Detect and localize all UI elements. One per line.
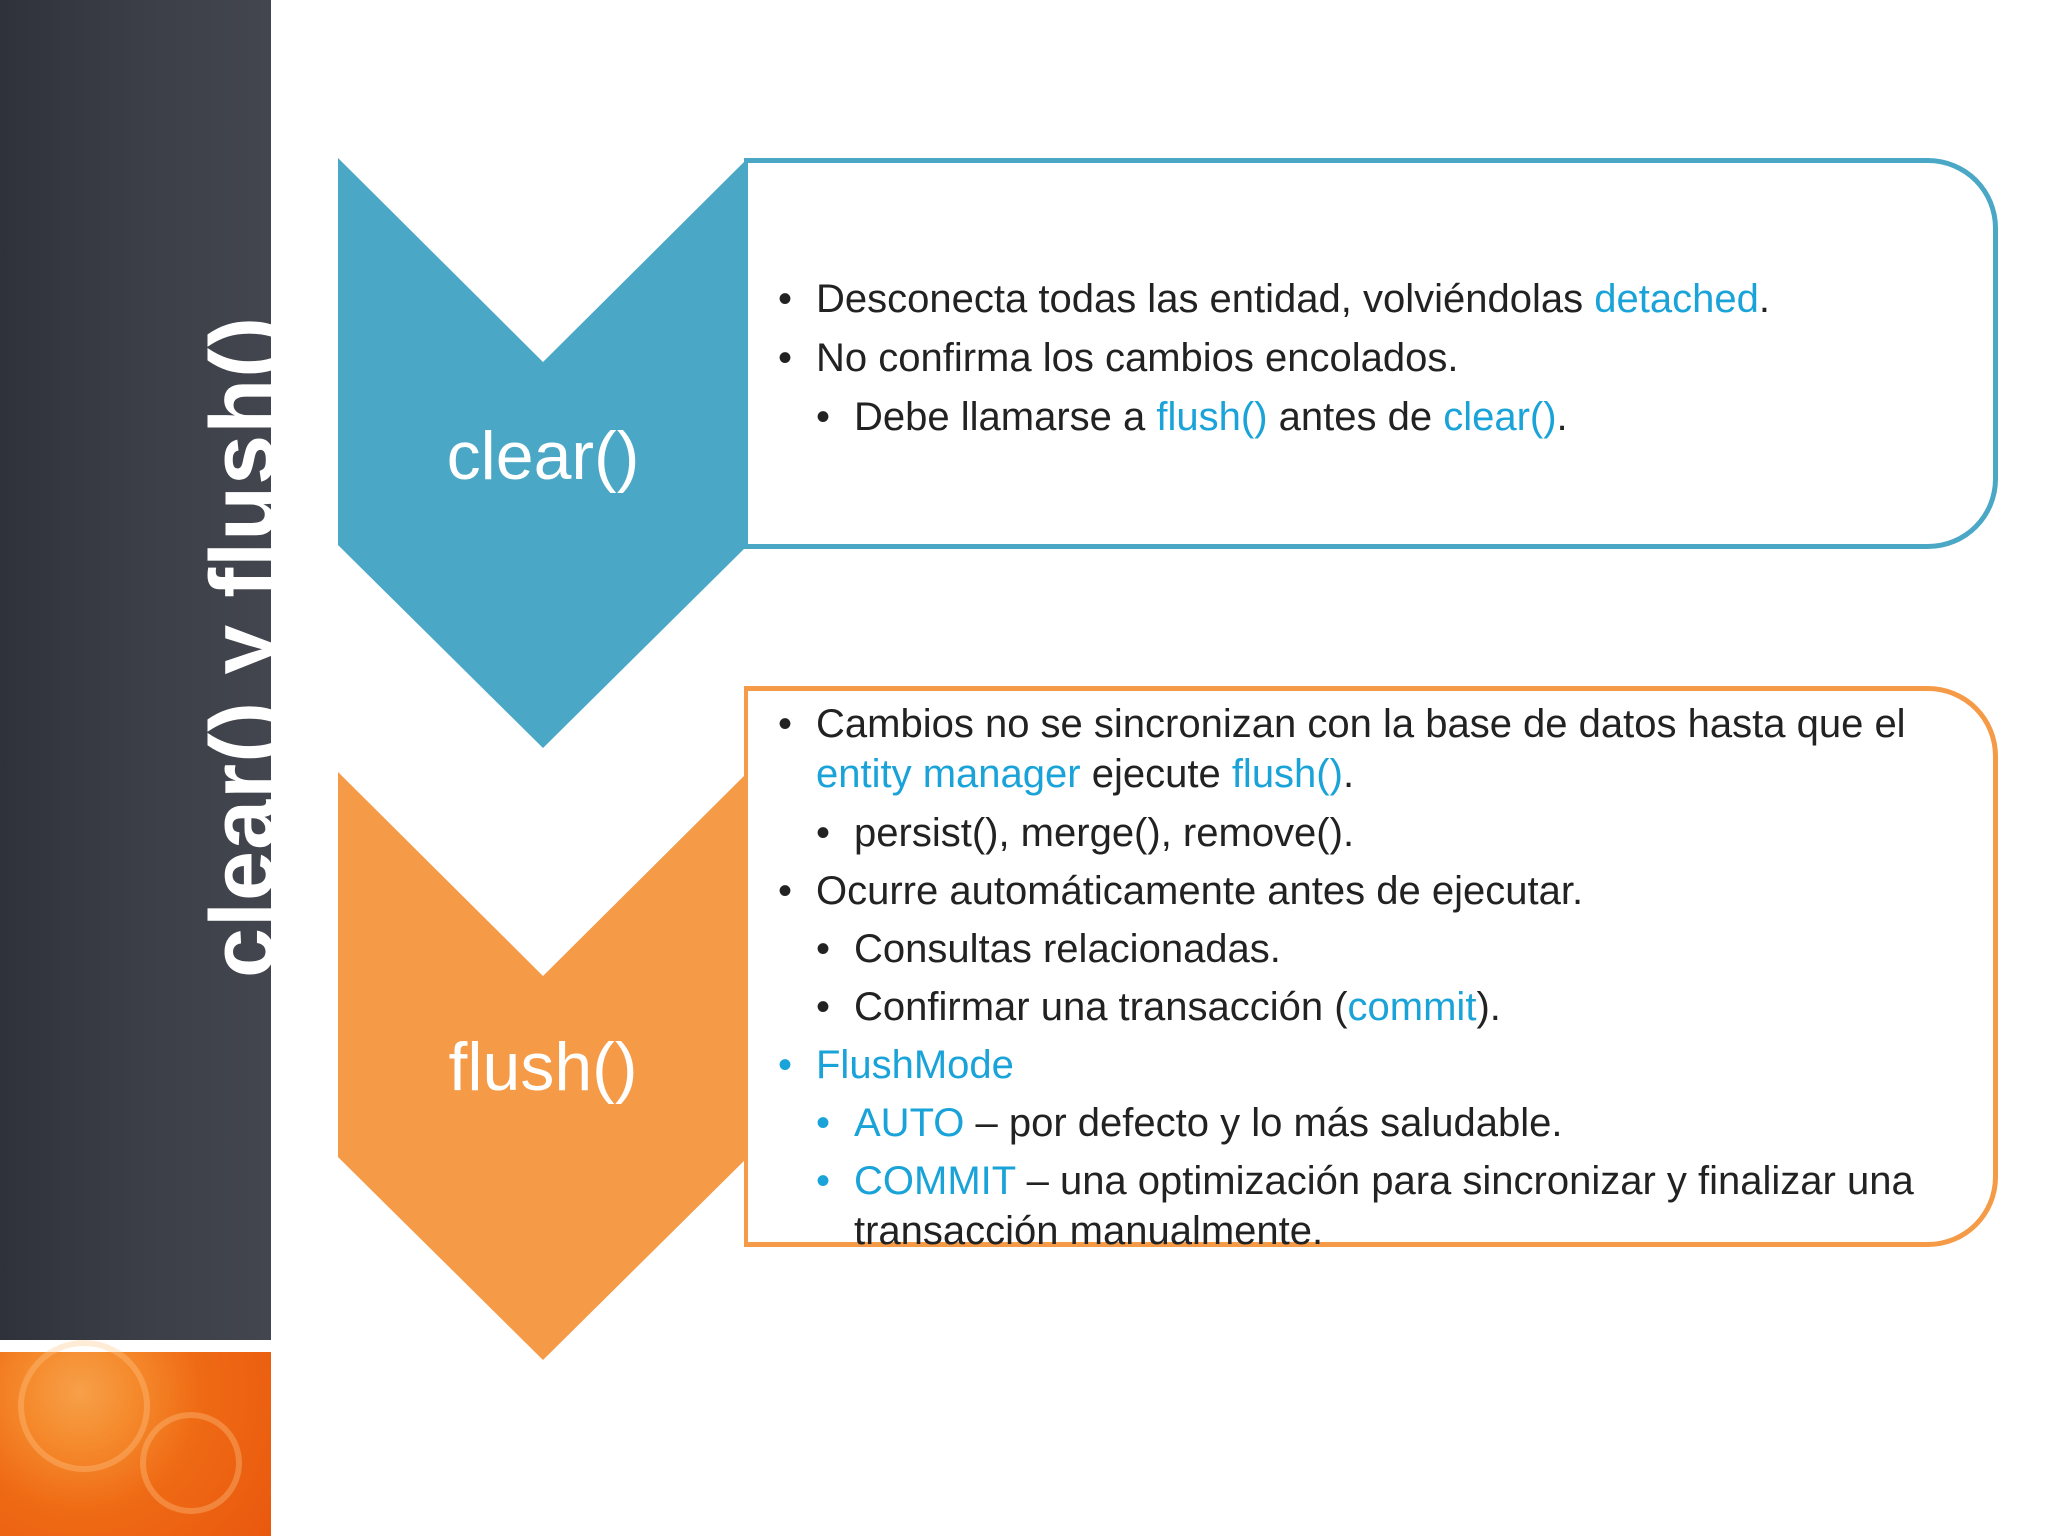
bullet-text: antes de	[1267, 395, 1444, 439]
bullet-text: .	[1758, 277, 1770, 321]
bullet-text: ).	[1476, 985, 1501, 1029]
bullet-text: – una optimización para sincronizar y finalizar una transacción manualmente.	[854, 1159, 1914, 1253]
clear-bullet-list	[748, 274, 1993, 442]
bullet-text: Consultas relacionadas.	[854, 927, 1281, 971]
slide-title: clear() y flush()	[193, 315, 293, 978]
bullet-text: Cambios no se sincronizan con la base de datos hasta que el	[816, 702, 1906, 746]
highlight-text: FlushMode	[816, 1043, 1014, 1087]
highlight-text: clear()	[1443, 395, 1557, 439]
bullet-text: – por defecto y lo más saludable.	[964, 1101, 1563, 1145]
bullet-text: Confirmar una transacción (	[854, 985, 1348, 1029]
step-label-clear: clear()	[446, 418, 640, 494]
bullet-text: No confirma los cambios encolados.	[816, 336, 1459, 380]
bullet-text: Ocurre automáticamente antes de ejecutar.	[816, 869, 1584, 913]
list-item	[748, 924, 1993, 974]
bullet-text: Desconecta todas las entidad, volviéndolas	[816, 277, 1595, 321]
highlight-text: detached	[1594, 277, 1759, 321]
list-item	[748, 1156, 1993, 1256]
bullet-dot: •	[778, 277, 793, 321]
clear-description-box	[744, 158, 1998, 549]
highlight-text: AUTO	[854, 1101, 965, 1145]
bullet-text: ejecute	[1080, 752, 1232, 796]
highlight-text: entity manager	[816, 752, 1081, 796]
list-item	[748, 1098, 1993, 1148]
flush-description-box	[744, 686, 1998, 1253]
bullet-text: Debe llamarse a	[854, 395, 1157, 439]
bullet-dot: •	[816, 1101, 831, 1145]
list-item	[748, 699, 1993, 799]
highlight-text: flush()	[1156, 395, 1268, 439]
bullet-text: .	[1342, 752, 1355, 796]
bullet-dot: •	[816, 811, 831, 855]
list-item	[748, 1040, 1993, 1090]
bullet-dot: •	[778, 702, 793, 746]
list-item	[748, 274, 1993, 324]
list-item	[748, 333, 1993, 383]
bullet-text: .	[1556, 395, 1568, 439]
list-item	[748, 392, 1993, 442]
step-label-flush: flush()	[448, 1029, 638, 1105]
highlight-text: COMMIT	[854, 1159, 1016, 1203]
bullet-text: persist(), merge(), remove().	[854, 811, 1355, 855]
bullet-dot: •	[778, 1043, 793, 1087]
list-item	[748, 866, 1993, 916]
bullet-dot: •	[778, 336, 793, 380]
bullet-dot: •	[778, 869, 793, 913]
list-item	[748, 982, 1993, 1032]
highlight-text: flush()	[1231, 752, 1343, 796]
highlight-text: commit	[1347, 985, 1477, 1029]
list-item	[748, 808, 1993, 858]
bullet-dot: •	[816, 1159, 831, 1203]
flush-bullet-list	[748, 699, 1993, 1256]
bullet-dot: •	[816, 395, 831, 439]
bullet-dot: •	[816, 927, 831, 971]
bullet-dot: •	[816, 985, 831, 1029]
